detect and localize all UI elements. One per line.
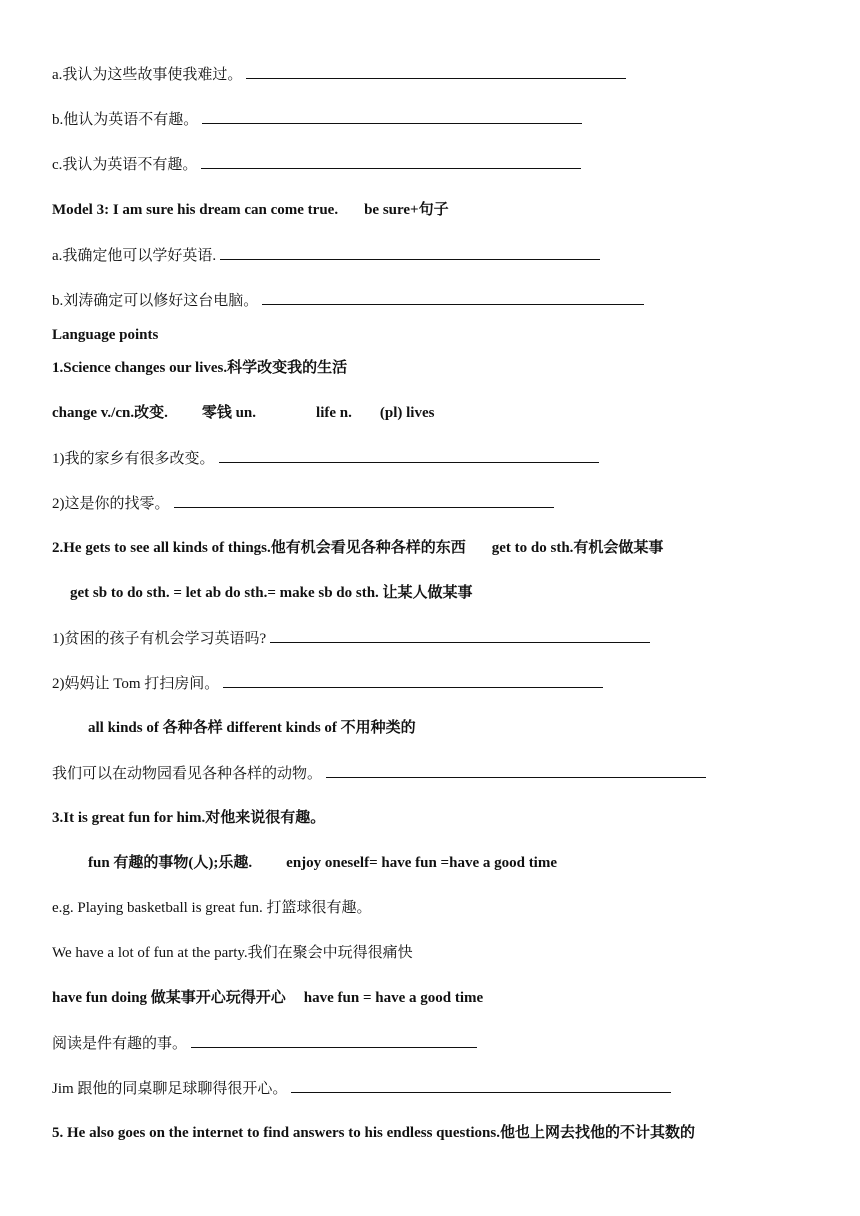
prompt-text: 我们可以在动物园看见各种各样的动物。 — [52, 766, 323, 782]
answer-blank[interactable] — [202, 109, 582, 124]
vocab-line — [52, 988, 820, 1008]
exercise-line — [52, 763, 820, 784]
prompt-text: b.刘涛确定可以修好这台电脑。 — [52, 293, 259, 309]
answer-blank[interactable] — [174, 493, 554, 508]
prompt-text: 1)贫困的孩子有机会学习英语吗? — [52, 631, 267, 647]
answer-blank[interactable] — [223, 673, 603, 688]
exercise-line — [52, 290, 820, 311]
answer-blank[interactable] — [291, 1078, 671, 1093]
answer-blank[interactable] — [219, 448, 599, 463]
prompt-text: Jim 跟他的同桌聊足球聊得很开心。 — [52, 1081, 288, 1097]
vocab-line — [88, 853, 820, 873]
prompt-text: 阅读是件有趣的事。 — [52, 1036, 188, 1052]
pattern-line: get sb to do sth. = let ab do sth.= make sb do sth. 让某人做某事 — [70, 585, 473, 601]
vocab-change-noun: 零钱 un. — [201, 405, 257, 421]
section-heading: Language points — [52, 327, 159, 343]
vocab-lives: (pl) lives — [379, 405, 435, 421]
answer-blank[interactable] — [220, 245, 600, 260]
vocab-line: all kinds of 各种各样 different kinds of 不用种类的 — [88, 720, 416, 736]
exercise-line — [52, 493, 820, 514]
point-title: 3.It is great fun for him.对他来说很有趣。 — [52, 810, 326, 826]
answer-blank[interactable] — [262, 290, 644, 305]
prompt-text: b.他认为英语不有趣。 — [52, 112, 199, 128]
point-title — [52, 538, 820, 558]
point-pattern: get to do sth.有机会做某事 — [491, 540, 664, 556]
example-line: e.g. Playing basketball is great fun. 打篮球很有趣。 — [52, 900, 372, 916]
exercise-line — [52, 64, 820, 85]
prompt-text: 2)这是你的找零。 — [52, 496, 170, 512]
point-title: 1.Science changes our lives.科学改变我的生活 — [52, 360, 348, 376]
exercise-line — [52, 673, 820, 694]
prompt-text: 2)妈妈让 Tom 打扫房间。 — [52, 676, 220, 692]
model-pattern: be sure+句子 — [364, 202, 449, 218]
point-title: 5. He also goes on the internet to find answers to his endless questions.他也上网去找他的不计其数的 — [52, 1125, 695, 1141]
model-heading — [52, 200, 820, 220]
answer-blank[interactable] — [270, 628, 650, 643]
exercise-line — [52, 1033, 820, 1054]
answer-blank[interactable] — [246, 64, 626, 79]
vocab-have-fun: have fun = have a good time — [303, 990, 484, 1006]
vocab-line — [52, 403, 820, 423]
vocab-fun: fun 有趣的事物(人);乐趣. — [88, 855, 253, 871]
answer-blank[interactable] — [326, 763, 706, 778]
vocab-have-fun-doing: have fun doing 做某事开心玩得开心 — [52, 990, 286, 1006]
prompt-text: a.我确定他可以学好英语. — [52, 248, 217, 264]
exercise-line — [52, 448, 820, 469]
answer-blank[interactable] — [191, 1033, 477, 1048]
exercise-line — [52, 154, 820, 175]
vocab-change: change v./cn.改变. — [52, 405, 168, 421]
example-line: We have a lot of fun at the party.我们在聚会中玩得很痛快 — [52, 945, 413, 961]
prompt-text: c.我认为英语不有趣。 — [52, 157, 198, 173]
exercise-line — [52, 1078, 820, 1099]
exercise-line — [52, 109, 820, 130]
exercise-line — [52, 628, 820, 649]
vocab-enjoy: enjoy oneself= have fun =have a good time — [286, 855, 558, 871]
exercise-line — [52, 245, 820, 266]
prompt-text: a.我认为这些故事使我难过。 — [52, 67, 243, 83]
answer-blank[interactable] — [201, 154, 581, 169]
vocab-life: life n. — [316, 405, 352, 421]
point-sentence: 2.He gets to see all kinds of things.他有机会看见各种各样的东西 — [52, 540, 466, 556]
prompt-text: 1)我的家乡有很多改变。 — [52, 451, 215, 467]
model-sentence: Model 3: I am sure his dream can come true. — [52, 202, 339, 218]
